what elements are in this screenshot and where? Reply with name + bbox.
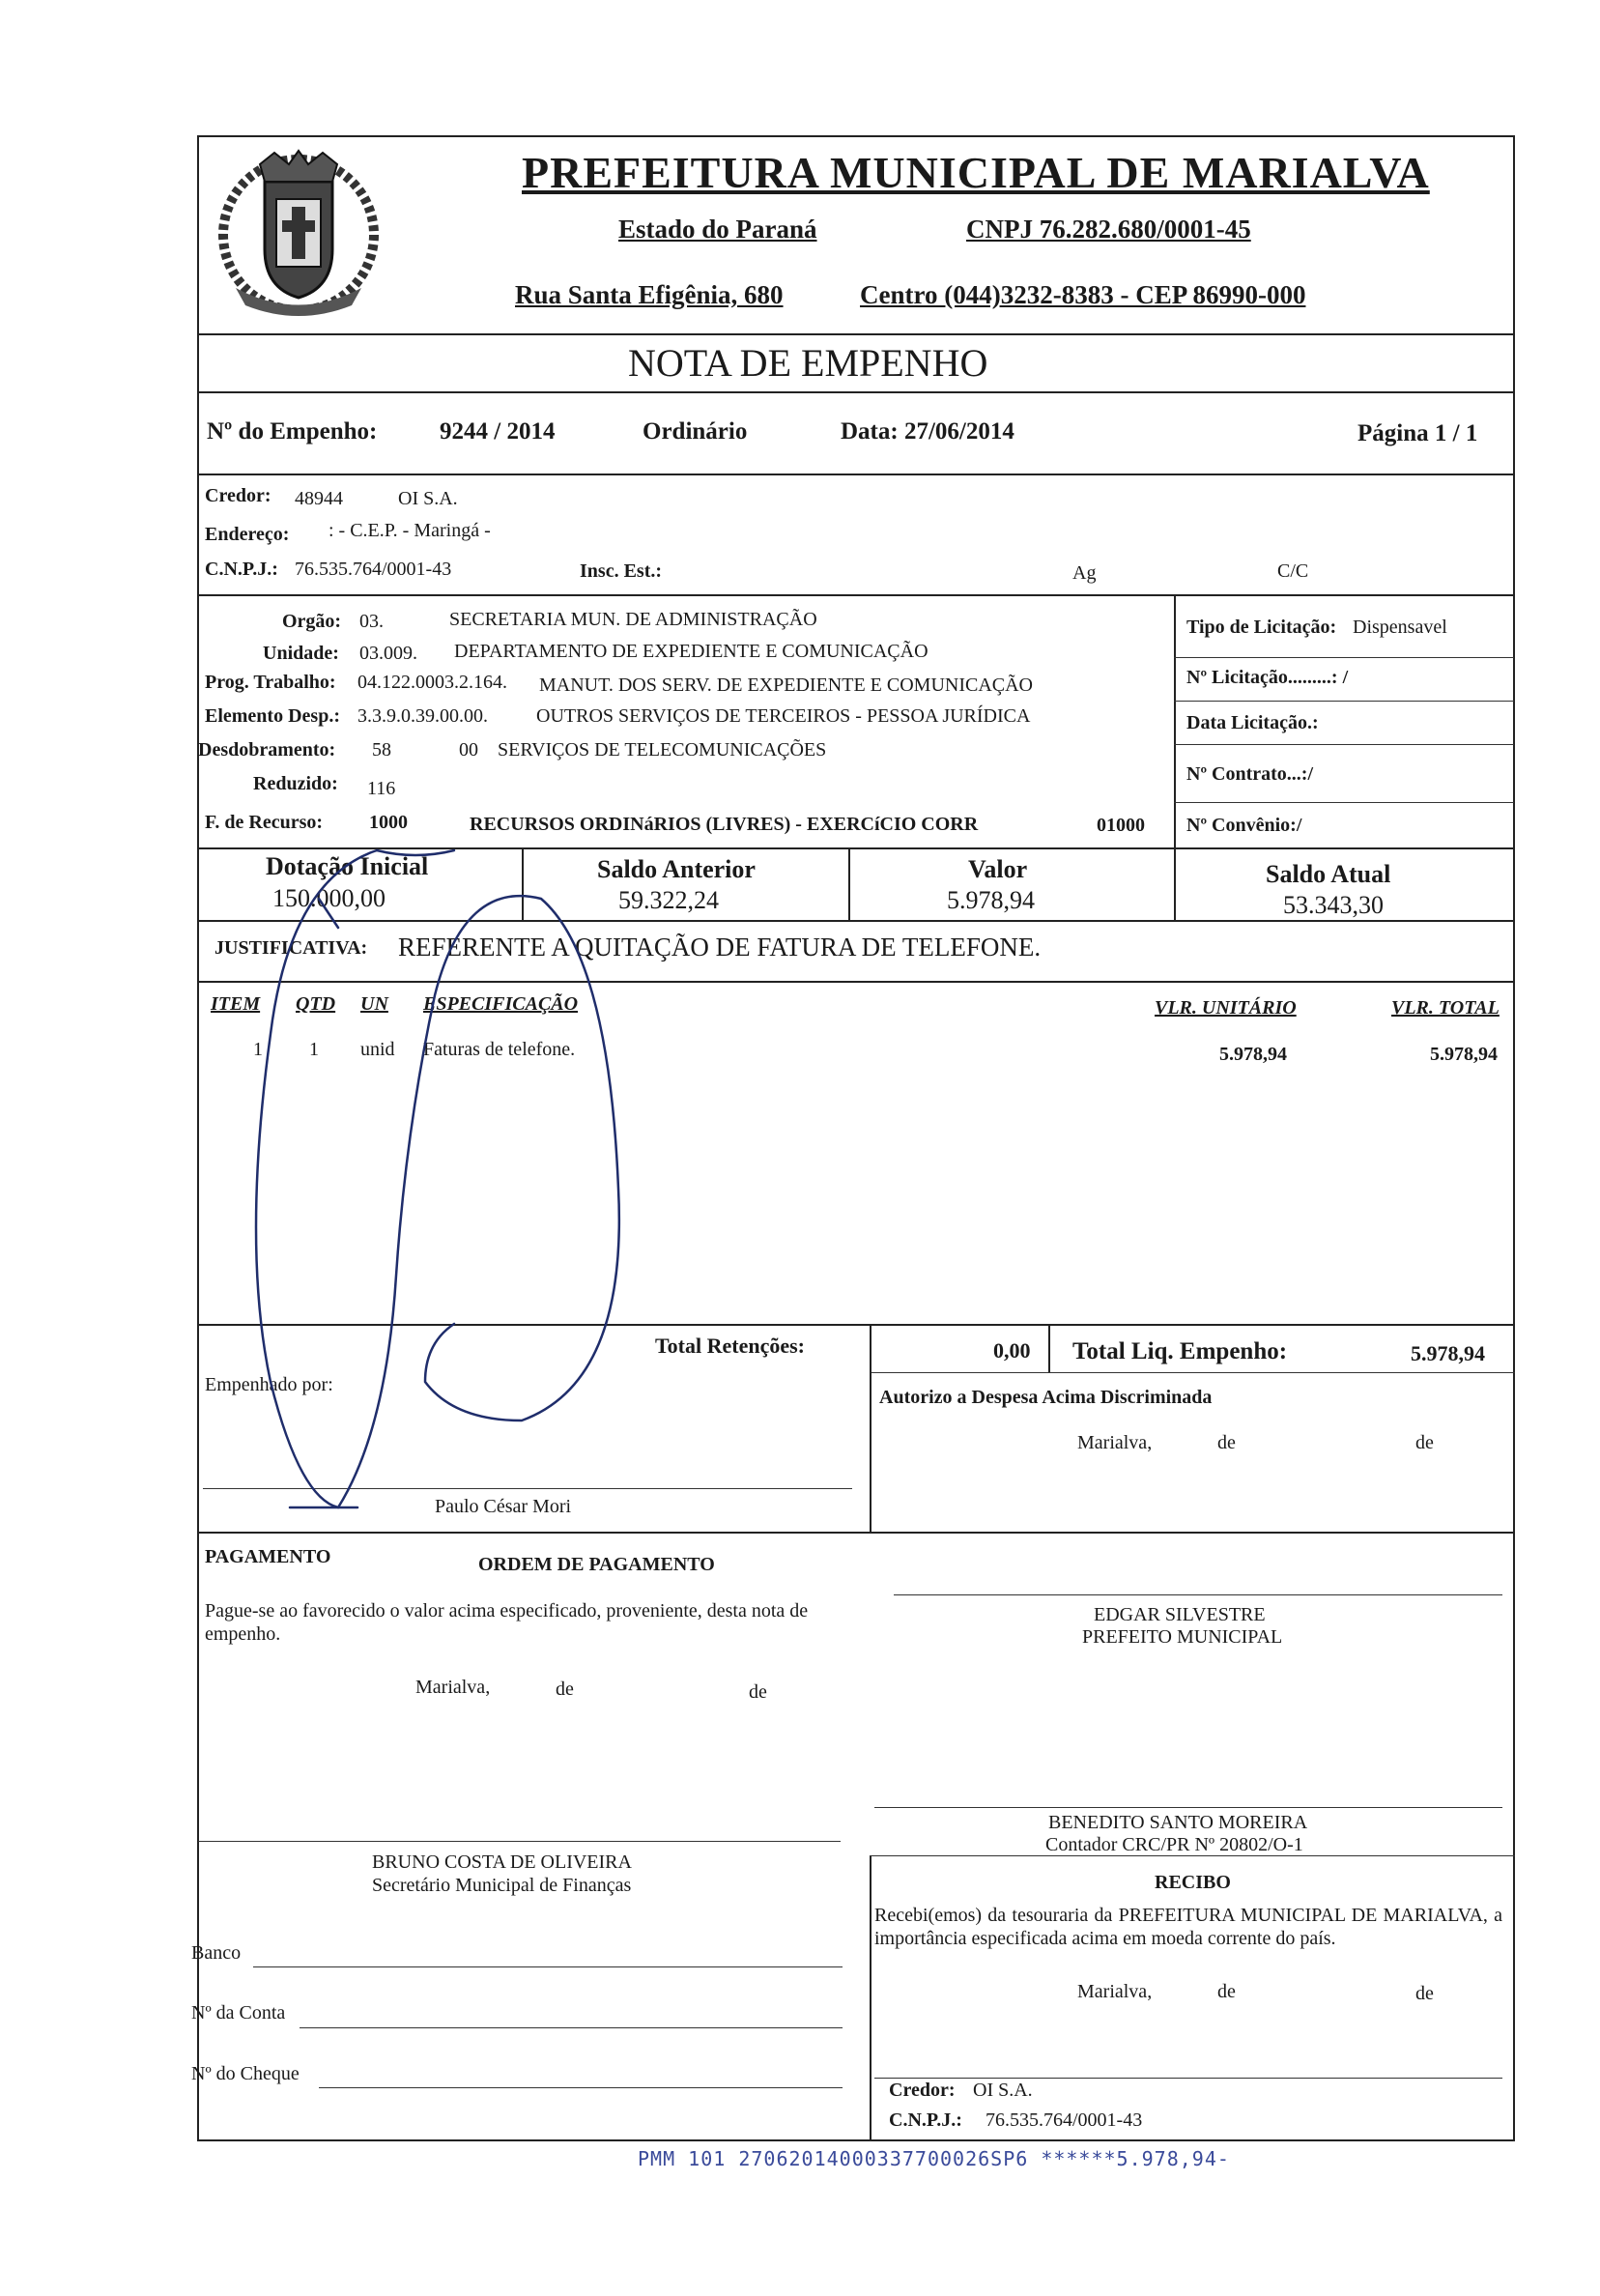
numero-licitacao: Nº Licitação.........: / [1186,667,1349,688]
elemento-label: Elemento Desp.: [205,705,340,727]
pagamento-de1: de [556,1679,574,1700]
header-address: Rua Santa Efigênia, 680 [515,280,784,309]
autorizo-de1: de [1217,1432,1236,1453]
tipo-licitacao-value: Dispensavel [1353,617,1447,638]
total-liq-label: Total Liq. Empenho: [1072,1338,1288,1364]
autorizo-place: Marialva, [1077,1432,1153,1453]
credor-label: Credor: [205,485,271,506]
handwritten-signature [232,841,638,1536]
valor-label: Valor [968,855,1028,883]
document-title: NOTA DE EMPENHO [628,341,988,385]
numero-contrato: Nº Contrato...:/ [1186,763,1314,785]
secretario-name: BRUNO COSTA DE OLIVEIRA [372,1851,632,1873]
ag-label: Ag [1072,562,1097,584]
recurso-desc: RECURSOS ORDINáRIOS (LIVRES) - EXERCíCIO CORR [470,814,979,835]
contador-name: BENEDITO SANTO MOREIRA [1048,1812,1308,1833]
item-qtd: 1 [309,1039,319,1060]
item-vlr-unitario: 5.978,94 [1219,1044,1287,1065]
justificativa-label: JUSTIFICATIVA: [214,937,368,959]
col-header-un: UN [360,993,388,1015]
autorizo-de2: de [1415,1432,1434,1453]
elemento-code: 3.3.9.0.39.00.00. [357,705,488,727]
cc-label: C/C [1277,560,1309,582]
coat-of-arms-logo [207,143,390,327]
authentication-stamp: PMM 101 27062014000337700026SP6 ******5.978,94- [638,2147,1230,2170]
numero-conta-label: Nº da Conta [191,2002,286,2023]
justificativa-text: REFERENTE A QUITAÇÃO DE FATURA DE TELEFONE. [398,933,1042,961]
credor-code: 48944 [295,488,343,509]
contador-title: Contador CRC/PR Nº 20802/O-1 [1045,1834,1303,1855]
recibo-de2: de [1415,1983,1434,2004]
col-header-vlr-unitario: VLR. UNITÁRIO [1155,997,1297,1019]
recibo-cnpj-label: C.N.P.J.: [889,2109,962,2131]
unidade-code: 03.009. [359,643,417,664]
ordem-pagamento-label: ORDEM DE PAGAMENTO [478,1554,715,1575]
saldo-anterior-label: Saldo Anterior [597,855,756,883]
recibo-title: RECIBO [1155,1872,1231,1893]
secretario-title: Secretário Municipal de Finanças [372,1875,632,1896]
reduzido-code: 116 [367,778,396,799]
recibo-credor-value: OI S.A. [973,2080,1033,2101]
endereco-value: : - C.E.P. - Maringá - [329,520,491,541]
prog-trabalho-code: 04.122.0003.2.164. [357,672,507,693]
orgao-code: 03. [359,611,384,632]
recurso-number: 01000 [1097,815,1145,836]
header-contact: Centro (044)3232-8383 - CEP 86990-000 [860,280,1306,309]
elemento-desc: OUTROS SERVIÇOS DE TERCEIROS - PESSOA JURÍDICA [536,705,1031,727]
unidade-desc: DEPARTAMENTO DE EXPEDIENTE E COMUNICAÇÃO [454,641,929,662]
page-title: PREFEITURA MUNICIPAL DE MARIALVA [522,148,1430,197]
recurso-label: F. de Recurso: [205,812,324,833]
col-header-especificacao: ESPECIFICAÇÃO [423,993,579,1015]
dotacao-inicial-label: Dotação Inicial [266,852,429,880]
autorizo-text: Autorizo a Despesa Acima Discriminada [879,1387,1213,1408]
item-un: unid [360,1039,395,1060]
desdobramento-code: 58 00 [372,739,478,761]
recibo-credor-label: Credor: [889,2080,956,2101]
prog-trabalho-label: Prog. Trabalho: [205,672,336,693]
saldo-anterior-value: 59.322,24 [618,886,719,914]
prog-trabalho-desc: MANUT. DOS SERV. DE EXPEDIENTE E COMUNICAÇÃO [539,674,1033,696]
prefeito-name: EDGAR SILVESTRE [1094,1604,1266,1625]
data-licitacao: Data Licitação.: [1186,712,1319,733]
credor-name: OI S.A. [398,488,458,509]
item-especificacao: Faturas de telefone. [423,1039,576,1060]
total-liq-value: 5.978,94 [1411,1341,1485,1365]
recibo-de1: de [1217,1981,1236,2002]
header-cnpj: CNPJ 76.282.680/0001-45 [966,215,1251,244]
empenhado-por-label: Empenhado por: [205,1374,333,1395]
col-header-vlr-total: VLR. TOTAL [1391,997,1500,1019]
empenho-type: Ordinário [643,418,748,445]
numero-cheque-label: Nº do Cheque [191,2063,300,2084]
col-header-item: ITEM [211,993,261,1015]
col-header-qtd: QTD [296,993,336,1015]
recibo-place: Marialva, [1077,1981,1153,2002]
item-number: 1 [253,1039,263,1060]
pagamento-label: PAGAMENTO [205,1546,331,1567]
desdobramento-desc: SERVIÇOS DE TELECOMUNICAÇÕES [498,739,827,761]
reduzido-label: Reduzido: [253,773,338,794]
endereco-label: Endereço: [205,524,290,545]
total-retencoes-label: Total Retenções: [655,1334,805,1358]
orgao-desc: SECRETARIA MUN. DE ADMINISTRAÇÃO [449,609,817,630]
recibo-text: Recebi(emos) da tesouraria da PREFEITURA MUNICIPAL DE MARIALVA, a importância especificada acima em moeda corrente do país. [874,1905,1502,1949]
empenhado-signer: Paulo César Mori [435,1496,572,1517]
desdobramento-label: Desdobramento: [198,739,336,761]
empenho-number-label: Nº do Empenho: [207,418,378,445]
recibo-cnpj-value: 76.535.764/0001-43 [986,2109,1143,2131]
numero-convenio: Nº Convênio:/ [1186,815,1302,836]
empenho-number: 9244 / 2014 [440,418,556,445]
saldo-atual-value: 53.343,30 [1283,891,1384,919]
recurso-code: 1000 [369,812,408,833]
insc-est-label: Insc. Est.: [580,560,663,582]
tipo-licitacao-label: Tipo de Licitação: [1186,617,1337,638]
state-name: Estado do Paraná [618,215,817,244]
cnpj-label: C.N.P.J.: [205,559,278,580]
pagamento-de2: de [749,1681,767,1703]
pagamento-text: Pague-se ao favorecido o valor acima especificado, proveniente, desta nota de empenho. [205,1600,809,1645]
orgao-label: Orgão: [282,611,342,632]
saldo-atual-label: Saldo Atual [1266,860,1391,888]
total-retencoes-value: 0,00 [993,1338,1031,1363]
pagamento-place: Marialva, [415,1677,491,1698]
cnpj-value: 76.535.764/0001-43 [295,559,452,580]
prefeito-title: PREFEITO MUNICIPAL [1082,1626,1283,1648]
valor-value: 5.978,94 [947,886,1035,914]
item-vlr-total: 5.978,94 [1430,1044,1498,1065]
empenho-date: Data: 27/06/2014 [841,418,1014,445]
unidade-label: Unidade: [263,643,339,664]
page-number: Página 1 / 1 [1357,420,1478,446]
banco-label: Banco [191,1942,242,1964]
dotacao-inicial-value: 150.000,00 [272,884,386,912]
